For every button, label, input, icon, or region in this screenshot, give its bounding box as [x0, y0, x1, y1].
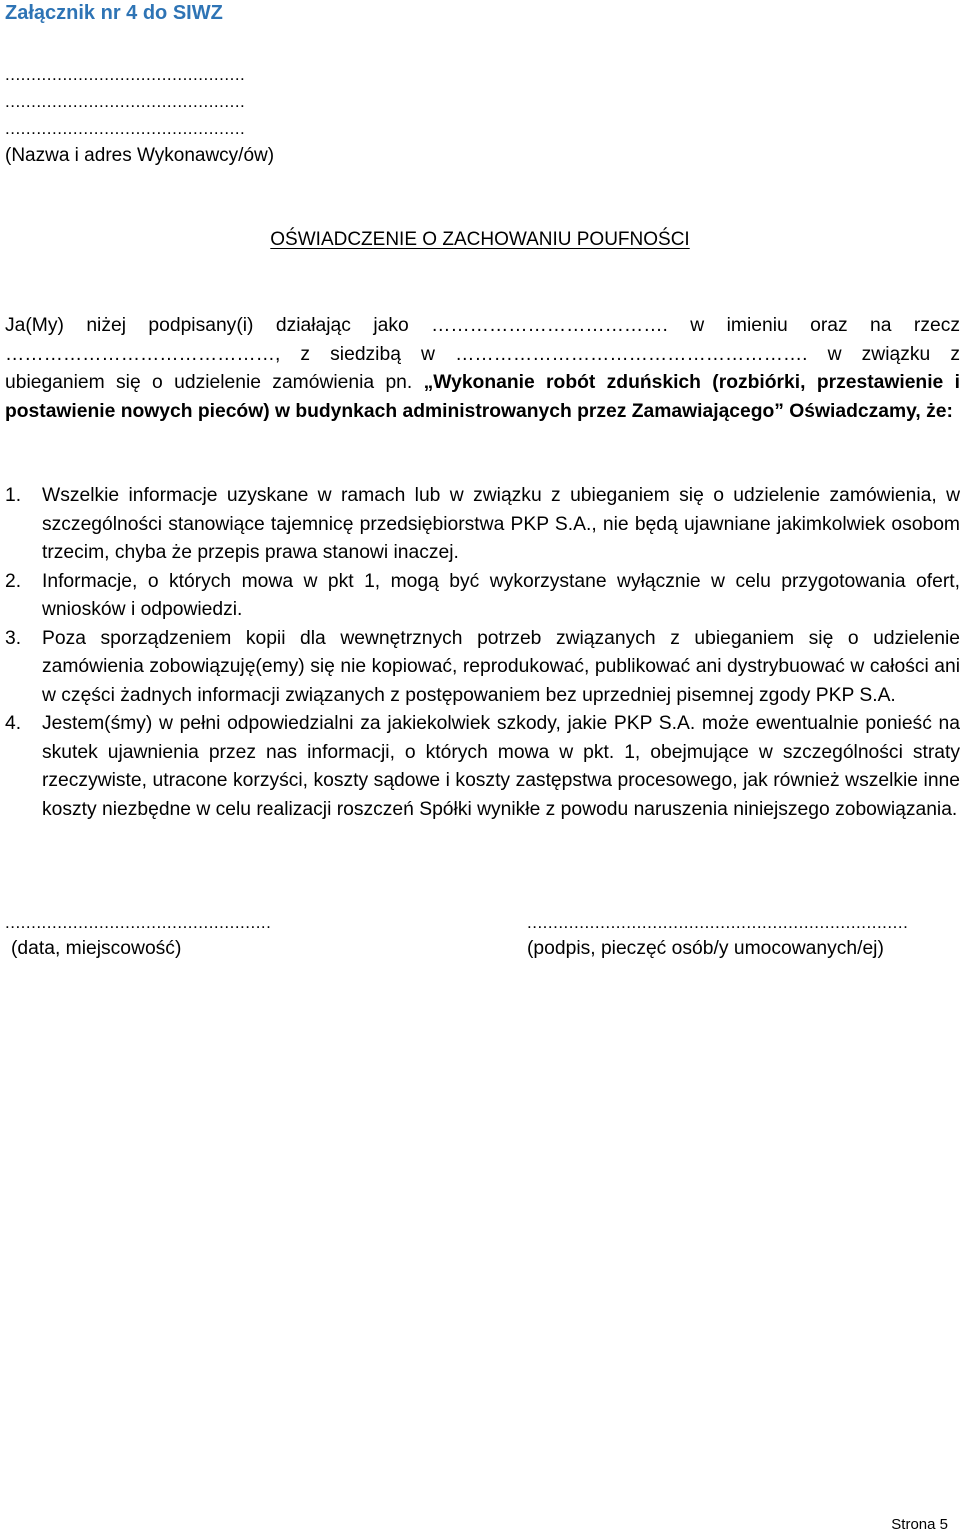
list-item	[5, 625, 960, 711]
declaration-intro-bold: „Wykonanie robót zduńskich (rozbiórki, przestawienie i postawienie nowych pieców) w budynkach administrowanych przez Zamawiającego” Oświadczamy, że:	[5, 372, 960, 422]
signature-label: (podpis, pieczęć osób/y umocowanych/ej)	[527, 938, 884, 959]
document-title: OŚWIADCZENIE O ZACHOWANIU POUFNOŚCI	[270, 229, 690, 250]
list-item	[5, 710, 960, 824]
list-item-number: 2.	[5, 570, 22, 592]
list-item-text: Poza sporządzeniem kopii dla wewnętrznych potrzeb związanych z ubieganiem się o udzielenie zamówienia zobowiązuję(emy) się nie kopiować, reprodukować, publikować ani dystrybuować w całości ani w części żadnych informacji związanych z postępowaniem bez uprzedniej pisemnej zgody PKP S.A.	[42, 627, 960, 706]
list-item	[5, 482, 960, 568]
contractor-dots-line-2: ..............................................	[5, 92, 246, 111]
declaration-intro-text: Ja(My) niżej podpisany(i) działając jako ………………………………. w imieniu oraz na rzecz ……………………………………, z siedzibą w ………………………………………………. w związku z ubieganiem się o udzielenie zamówienia pn.	[5, 315, 960, 393]
declaration-intro	[5, 312, 960, 426]
list-item-text: Wszelkie informacje uzyskane w ramach lub w związku z ubieganiem się o udzielenie zamówienia, w szczególności stanowiące tajemnicę przedsiębiorstwa PKP S.A., nie będą ujawniane jakimkolwiek osobom trzecim, chyba że przepis prawa stanowi inaczej.	[42, 485, 960, 563]
list-item	[5, 568, 960, 625]
list-item-number: 3.	[5, 627, 22, 649]
list-item-number: 1.	[5, 485, 22, 506]
signature-dots: .........................................................................	[527, 913, 909, 932]
date-place-label: (data, miejscowość)	[11, 938, 182, 959]
list-item-text: Informacje, o których mowa w pkt 1, mogą być wykorzystane wyłącznie w celu przygotowania ofert, wniosków i odpowiedzi.	[42, 570, 960, 620]
contractor-label: (Nazwa i adres Wykonawcy/ów)	[5, 145, 275, 166]
contractor-dots-line-3: ..............................................	[5, 119, 246, 138]
declaration-list	[5, 482, 960, 824]
list-item-number: 4.	[5, 713, 22, 734]
annex-title: Załącznik nr 4 do SIWZ	[5, 2, 223, 24]
contractor-dots-line-1: ..............................................	[5, 65, 246, 84]
page-number: Strona 5	[891, 1516, 948, 1533]
date-place-dots: ...................................................	[5, 913, 272, 932]
list-item-text: Jestem(śmy) w pełni odpowiedzialni za jakiekolwiek szkody, jakie PKP S.A. może ewentualnie ponieść na skutek ujawnienia przez nas informacji, o których mowa w pkt. 1, obejmujące w szczególności straty rzeczywiste, utracone korzyści, koszty sądowe i koszty zastępstwa procesowego, jak również wszelkie inne koszty niezbędne w celu realizacji roszczeń Spółki wynikłe z powodu naruszenia niniejszego zobowiązania.	[42, 713, 960, 820]
